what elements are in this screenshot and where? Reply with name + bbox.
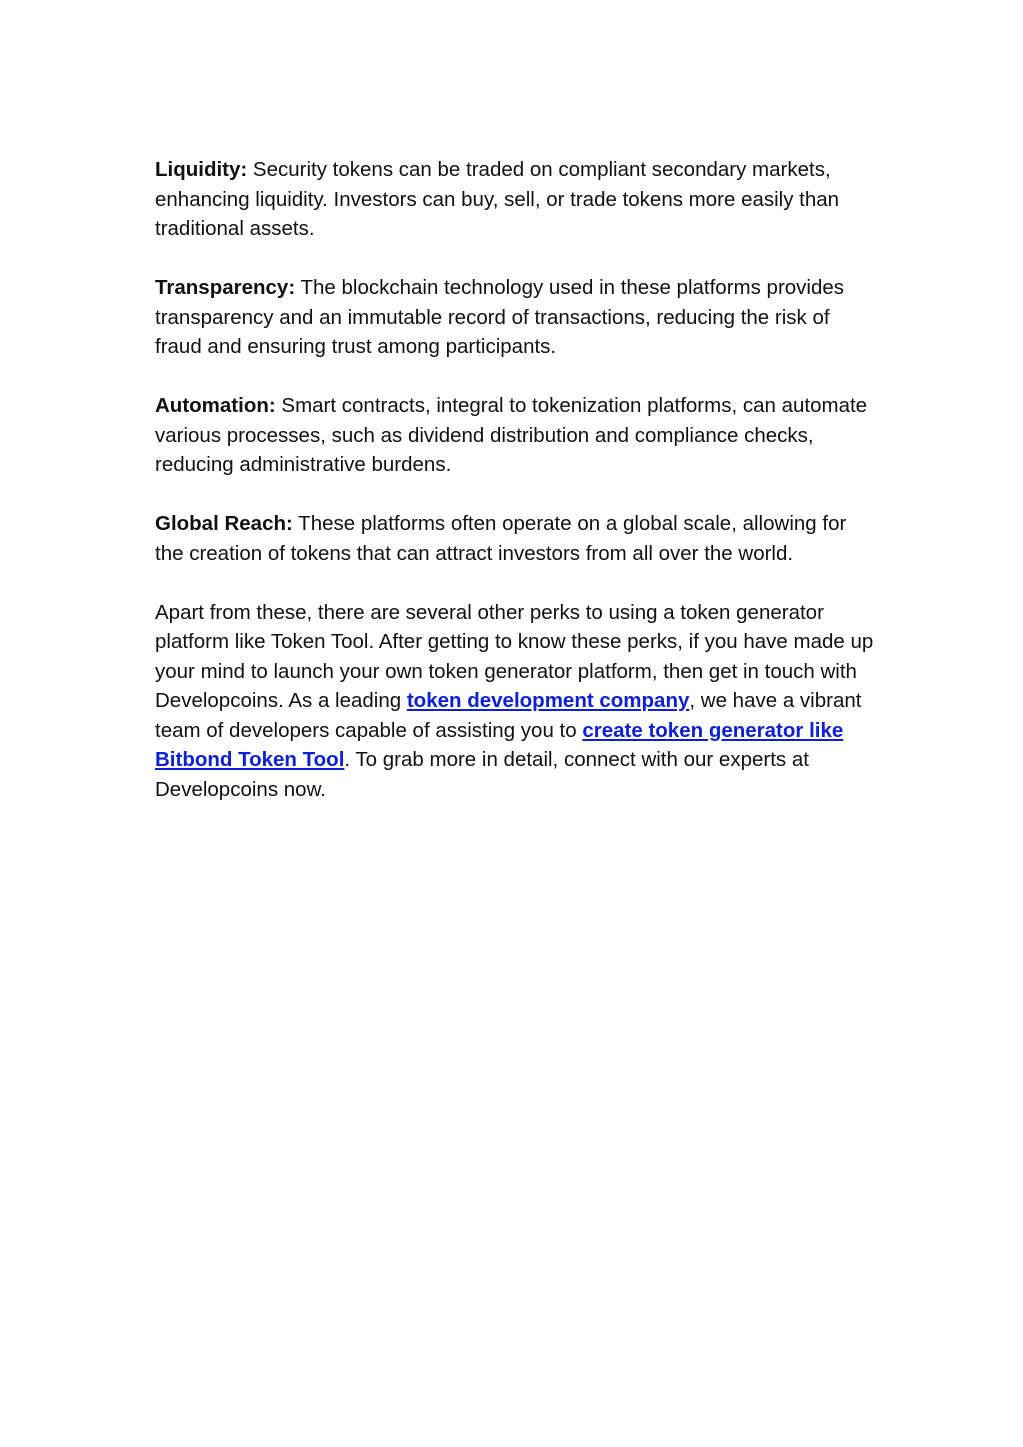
closing-text-2: , we have a vibrant team of developers capable of assisting you to bbox=[155, 689, 862, 742]
paragraph-text: These platforms often operate on a global scale, allowing for the creation of tokens that can attract investors from all over the world. bbox=[155, 512, 847, 565]
paragraph-automation bbox=[155, 391, 880, 480]
paragraph-text: Smart contracts, integral to tokenization platforms, can automate various processes, such as dividend distribution and compliance checks, reducing administrative burdens. bbox=[155, 394, 868, 476]
closing-text-3: . To grab more in detail, connect with our experts at Developcoins now. bbox=[155, 748, 809, 801]
term-global-reach: Global Reach: bbox=[155, 512, 293, 535]
token-development-company-link[interactable]: token development company bbox=[406, 689, 690, 712]
term-automation: Automation: bbox=[155, 394, 276, 417]
paragraph-text: Security tokens can be traded on compliant secondary markets, enhancing liquidity. Investors can buy, sell, or trade tokens more easily than traditional assets. bbox=[155, 158, 840, 240]
term-transparency: Transparency: bbox=[155, 276, 296, 299]
paragraph-transparency bbox=[155, 273, 880, 362]
create-token-generator-link[interactable]: create token generator like Bitbond Token Tool bbox=[155, 718, 844, 771]
paragraph-global-reach bbox=[155, 509, 880, 568]
paragraph-liquidity bbox=[155, 155, 880, 244]
closing-text-1: Apart from these, there are several other perks to using a token generator platform like Token Tool. After getting to know these perks, if you have made up your mind to launch your own token generator platform, then get in touch with Developcoins. As a leading bbox=[155, 600, 874, 712]
paragraph-text: The blockchain technology used in these platforms provides transparency and an immutable record of transactions, reducing the risk of fraud and ensuring trust among participants. bbox=[155, 276, 845, 358]
paragraph-closing bbox=[155, 598, 880, 805]
document-body bbox=[155, 155, 880, 834]
term-liquidity: Liquidity: bbox=[155, 158, 248, 181]
